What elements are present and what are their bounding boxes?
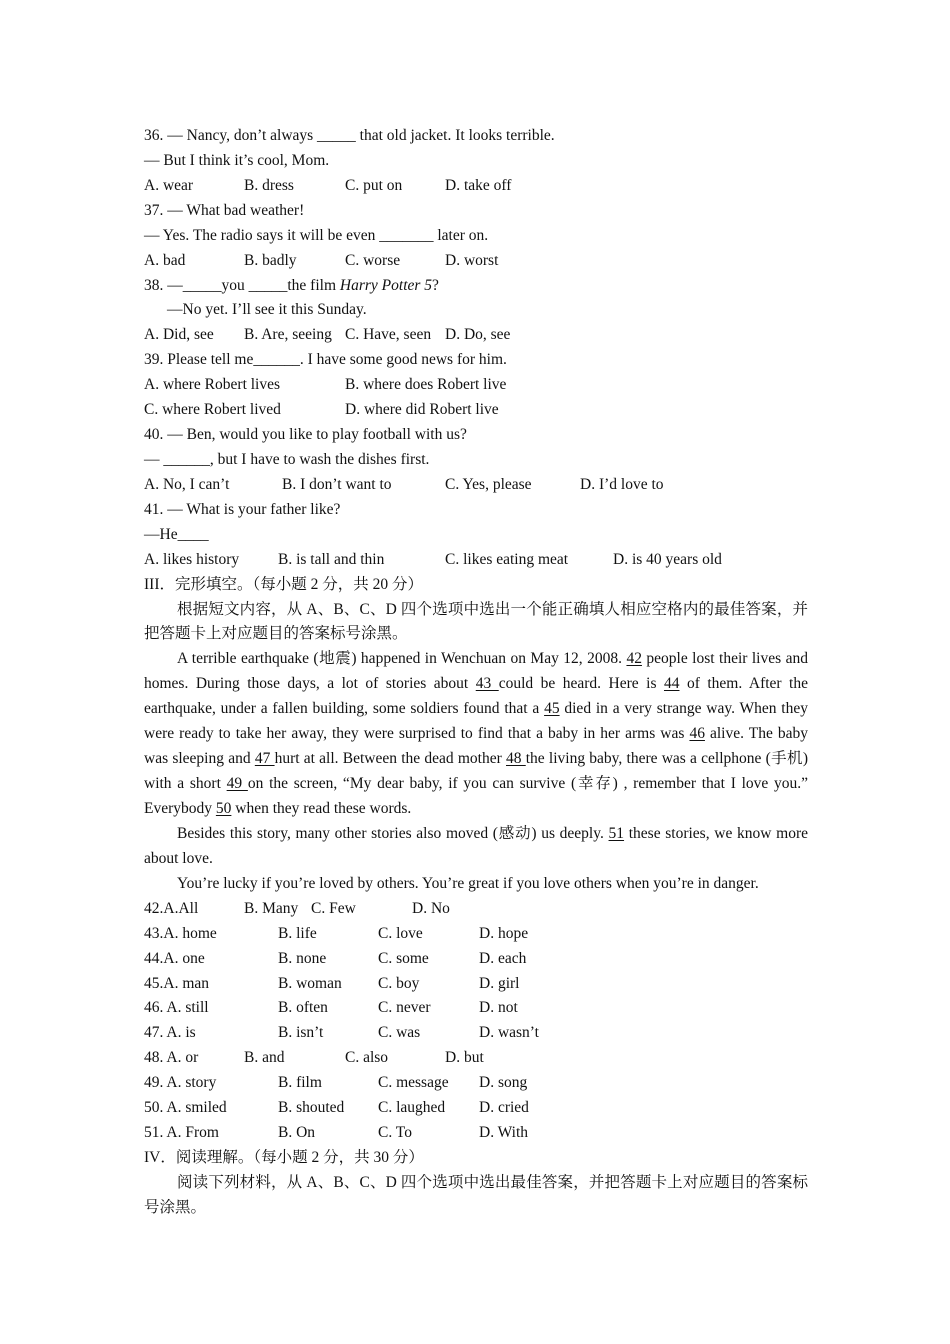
option-b: B. isn’t [278, 1024, 324, 1042]
q38-question-pre: 38. —_____you _____the film [144, 276, 340, 294]
option-c: C. where Robert lived [144, 401, 281, 419]
option-b: B. is tall and thin [278, 550, 385, 568]
option-c: C. To [378, 1124, 412, 1142]
blank-47: 47 [254, 750, 275, 768]
q37-answer: — Yes. The radio says it will be even _______ later on. [144, 226, 489, 244]
option-c: C. never [378, 999, 431, 1017]
option-c: C. laughed [378, 1099, 446, 1117]
option-a: 42.A.All [144, 899, 199, 917]
cloze-options-46 [144, 996, 808, 1021]
option-c: C. boy [378, 974, 420, 992]
q40-answer: — ______, but I have to wash the dishes first. [144, 450, 430, 468]
blank-46: 46 [689, 725, 705, 743]
option-d: D. where did Robert live [345, 401, 499, 419]
option-d: D. cried [479, 1099, 529, 1117]
option-b: B. shouted [278, 1099, 345, 1117]
q40-question: 40. — Ben, would you like to play football with us? [144, 426, 467, 444]
option-b: B. Many [244, 899, 299, 917]
q41-answer: —He____ [144, 525, 209, 543]
q39-options-row2 [144, 398, 808, 423]
option-b: B. Are, seeing [244, 326, 332, 344]
q39-question: 39. Please tell me______. I have some good news for him. [144, 351, 507, 369]
cloze-paragraph-3: You’re lucky if you’re loved by others. You’re great if you love others when you’re in danger. [177, 874, 759, 892]
option-c: C. also [345, 1049, 389, 1067]
section-3-instruction: 根据短文内容，从 A、B、C、D 四个选项中选出一个能正确填人相应空格内的最佳答案，并把答题卡上对应题目的答案标号涂黑。 [144, 600, 808, 643]
option-d: D. each [479, 949, 527, 967]
cloze-options-51 [144, 1121, 808, 1146]
option-a: A. bad [144, 251, 186, 269]
option-a: 47. A. is [144, 1024, 196, 1042]
option-c: C. some [378, 949, 429, 967]
option-d: D. worst [445, 251, 499, 269]
option-d: D. but [445, 1049, 484, 1067]
q36-question: 36. — Nancy, don’t always _____ that old jacket. It looks terrible. [144, 127, 555, 144]
cloze-options-48 [144, 1046, 808, 1071]
option-a: 49. A. story [144, 1074, 217, 1092]
blank-50: 50 [215, 800, 232, 818]
option-b: B. often [278, 999, 328, 1017]
blank-49: 49 [226, 775, 248, 793]
option-c: C. Few [311, 899, 356, 917]
blank-43: 43 [475, 675, 499, 693]
option-d: D. hope [479, 924, 529, 942]
option-c: C. message [378, 1074, 449, 1092]
q38-answer: —No yet. I’ll see it this Sunday. [167, 301, 367, 319]
section-3-heading: III．完形填空。（每小题 2 分，共 20 分） [144, 575, 423, 593]
option-c: C. put on [345, 176, 403, 194]
option-c: C. worse [345, 251, 401, 269]
option-a: 48. A. or [144, 1049, 199, 1067]
option-d: D. Do, see [445, 326, 511, 344]
option-a: A. wear [144, 176, 194, 194]
option-c: C. love [378, 924, 423, 942]
q38-question [144, 274, 808, 299]
option-d: D. song [479, 1074, 528, 1092]
cloze-paragraph-2: Besides this story, many other stories also moved (感动) us deeply. 51 these stories, we know more about love. [144, 824, 808, 867]
option-b: B. and [244, 1049, 285, 1067]
q40-options [144, 473, 808, 498]
option-b: B. woman [278, 974, 342, 992]
option-b: B. none [278, 949, 327, 967]
option-b: B. film [278, 1074, 322, 1092]
blank-48: 48 [506, 750, 526, 768]
option-d: D. No [412, 899, 450, 917]
cloze-options-47 [144, 1021, 808, 1046]
q37-options [144, 249, 808, 274]
option-b: B. I don’t want to [282, 475, 392, 493]
option-c: C. Yes, please [445, 475, 532, 493]
q39-options-row1 [144, 373, 808, 398]
option-a: 44.A. one [144, 949, 205, 967]
option-a: A. likes history [144, 550, 240, 568]
q38-options [144, 323, 808, 348]
option-c: C. likes eating meat [445, 550, 569, 568]
section-4-heading: IV．阅读理解。（每小题 2 分，共 30 分） [144, 1148, 424, 1166]
option-a: 50. A. smiled [144, 1099, 227, 1117]
option-d: D. is 40 years old [613, 550, 722, 568]
blank-51: 51 [608, 824, 625, 842]
option-a: 51. A. From [144, 1124, 219, 1142]
option-b: B. On [278, 1124, 316, 1142]
option-c: C. was [378, 1024, 421, 1042]
q41-question: 41. — What is your father like? [144, 500, 341, 518]
option-d: D. I’d love to [580, 475, 664, 493]
q38-question-post: ? [432, 276, 439, 294]
q36-answer: — But I think it’s cool, Mom. [144, 151, 330, 169]
q37-question: 37. — What bad weather! [144, 201, 305, 219]
cloze-options-45 [144, 972, 808, 997]
exam-page [144, 124, 808, 1221]
option-b: B. badly [244, 251, 297, 269]
cloze-options-44 [144, 947, 808, 972]
option-a: A. Did, see [144, 326, 214, 344]
q41-options [144, 548, 808, 573]
option-b: B. where does Robert live [345, 376, 507, 394]
cloze-options-43 [144, 922, 808, 947]
option-b: B. life [278, 924, 317, 942]
cloze-options-42 [144, 897, 808, 922]
option-a: 45.A. man [144, 974, 210, 992]
option-b: B. dress [244, 176, 294, 194]
blank-42: 42 [626, 650, 642, 668]
option-d: D. girl [479, 974, 520, 992]
cloze-options-49 [144, 1071, 808, 1096]
option-d: D. not [479, 999, 518, 1017]
option-a: A. No, I can’t [144, 475, 230, 493]
cloze-paragraph-1: A terrible earthquake (地震) happened in Wenchuan on May 12, 2008. 42 people lost their lives and homes. During those days, a lot of stories about 43 could be heard. Here is 44 of them. After the earthquake, under a fallen building, some soldiers found that a 45 died in a very strange way. When they were ready to take her away, they were surprised to find that a baby in her arms was 46 alive. The baby was sleeping and 47 hurt at all. Between the dead mother 48 the living baby, there was a cellphone (手机) with a short 49 on the screen, “My dear baby, if you can survive (幸存) , remember that I love you.” Everybody 50 when they read these words. [144, 650, 809, 818]
option-a: 46. A. still [144, 999, 209, 1017]
q36-options [144, 174, 808, 199]
film-title: Harry Potter 5 [339, 276, 433, 294]
option-c: C. Have, seen [345, 326, 432, 344]
option-a: A. where Robert lives [144, 376, 281, 394]
option-d: D. wasn’t [479, 1024, 539, 1042]
blank-45: 45 [544, 700, 560, 718]
cloze-options-50 [144, 1096, 808, 1121]
option-d: D. take off [445, 176, 512, 194]
section-4-instruction: 阅读下列材料，从 A、B、C、D 四个选项中选出最佳答案，并把答题卡上对应题目的答案标号涂黑。 [144, 1173, 808, 1216]
blank-44: 44 [663, 675, 680, 693]
option-d: D. With [479, 1124, 529, 1142]
option-a: 43.A. home [144, 924, 217, 942]
